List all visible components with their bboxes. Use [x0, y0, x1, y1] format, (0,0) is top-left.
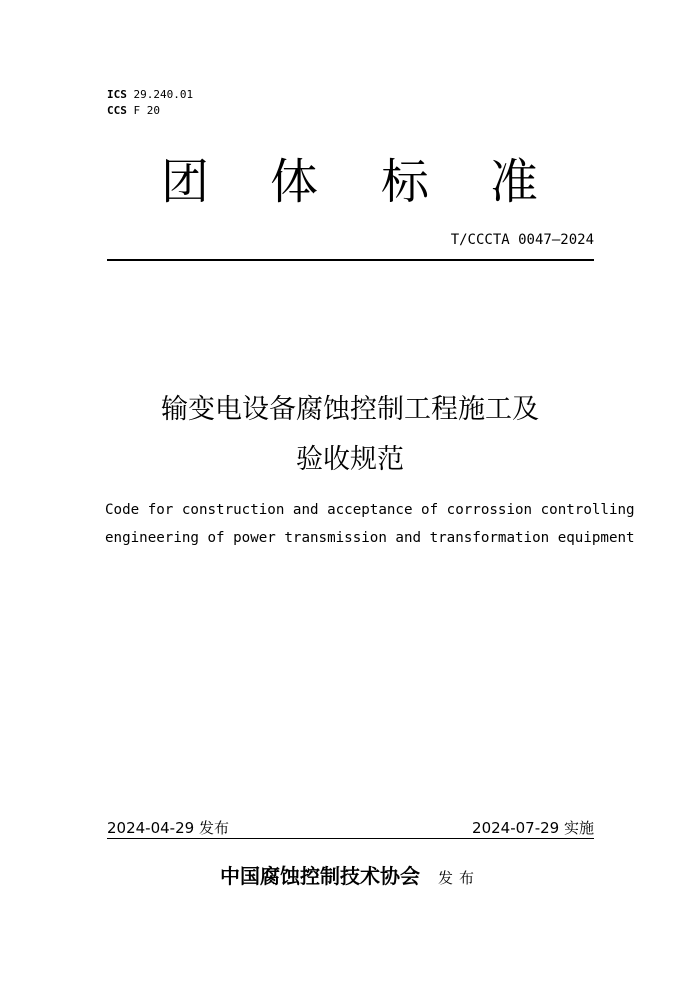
publisher-organization: 中国腐蚀控制技术协会	[219, 864, 420, 888]
top-rule	[107, 259, 594, 261]
chinese-title-line-1: 输变电设备腐蚀控制工程施工及	[161, 394, 539, 425]
english-title-line-2: engineering of power transmission and transformation equipment	[105, 530, 635, 546]
classification-codes	[107, 87, 193, 119]
issue-date: 2024-04-29 发布	[107, 819, 229, 837]
doc-type-char-1: 团	[161, 154, 210, 210]
chinese-title-line-2: 验收规范	[296, 444, 404, 475]
doc-type-char-4: 准	[490, 154, 539, 210]
standard-number: T/CCCTA 0047—2024	[450, 232, 594, 248]
publisher	[0, 861, 700, 893]
implementation-date: 2024-07-29 实施	[472, 819, 594, 837]
document-type-title	[0, 152, 700, 216]
doc-type-char-2: 体	[270, 154, 319, 210]
bottom-rule	[107, 838, 594, 839]
ics-line: ICS 29.240.01	[107, 88, 194, 101]
publish-label: 发布	[437, 869, 480, 887]
doc-type-char-3: 标	[381, 154, 430, 210]
english-title-line-1: Code for construction and acceptance of corrossion controlling	[105, 502, 635, 518]
ccs-line: CCS F 20	[107, 104, 160, 117]
date-row	[107, 818, 594, 838]
